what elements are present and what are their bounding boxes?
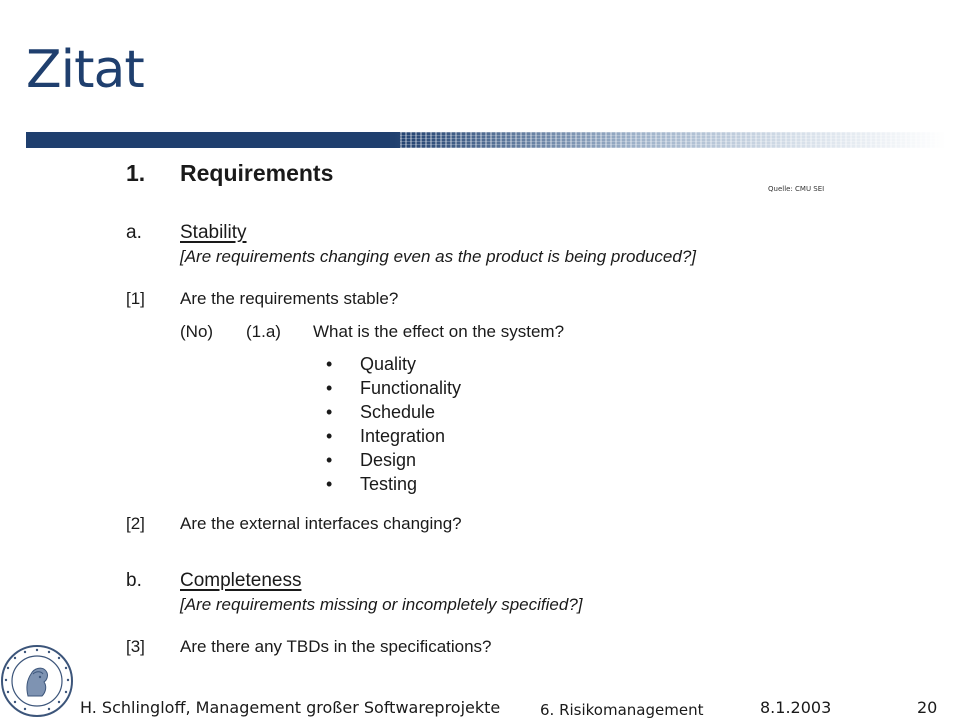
question-number: [1]	[126, 289, 145, 308]
bullet-icon: •	[326, 378, 333, 398]
footer-date: 8.1.2003	[760, 698, 832, 717]
list-item-label: Quality	[360, 354, 417, 374]
section-letter: a.	[126, 222, 142, 243]
page-number: 20	[917, 698, 938, 717]
slide-title: Zitat	[26, 40, 144, 100]
sub-question-answer: (No)	[180, 322, 214, 341]
list-item-label: Integration	[360, 426, 446, 446]
bullet-icon: •	[326, 426, 333, 446]
footer-author: H. Schlingloff, Management großer Softwareprojekte	[80, 698, 501, 717]
bullet-icon: •	[326, 450, 333, 470]
bullet-icon: •	[326, 354, 333, 374]
list-item	[326, 472, 461, 496]
question-text: Are there any TBDs in the specifications?	[180, 637, 492, 656]
list-item-label: Functionality	[360, 378, 462, 398]
section-title-stability: Stability	[180, 222, 247, 243]
section-description: [Are requirements changing even as the product is being produced?]	[180, 247, 696, 266]
question-text: Are the requirements stable?	[180, 289, 399, 308]
list-item-label: Testing	[360, 474, 418, 494]
list-item-label: Design	[360, 450, 417, 470]
list-item	[326, 424, 461, 448]
section-title-completeness: Completeness	[180, 570, 302, 591]
heading-number: 1.	[126, 160, 146, 186]
question-text: Are the external interfaces changing?	[180, 514, 462, 533]
university-seal-icon	[0, 644, 74, 718]
sub-question-text: What is the effect on the system?	[313, 322, 565, 341]
section-description: [Are requirements missing or incompletely specified?]	[180, 595, 583, 614]
effect-list	[326, 352, 461, 496]
source-note: Quelle: CMU SEI	[768, 185, 825, 193]
list-item	[326, 376, 461, 400]
sub-question-number: (1.a)	[246, 322, 281, 341]
list-item	[326, 400, 461, 424]
footer-chapter: 6. Risikomanagement	[540, 701, 704, 719]
question-number: [3]	[126, 637, 145, 656]
bullet-icon: •	[326, 474, 333, 494]
document-heading: Requirements	[180, 160, 334, 186]
question-number: [2]	[126, 514, 145, 533]
bullet-icon: •	[326, 402, 333, 422]
list-item	[326, 352, 461, 376]
section-letter: b.	[126, 570, 142, 591]
list-item-label: Schedule	[360, 402, 436, 422]
list-item	[326, 448, 461, 472]
